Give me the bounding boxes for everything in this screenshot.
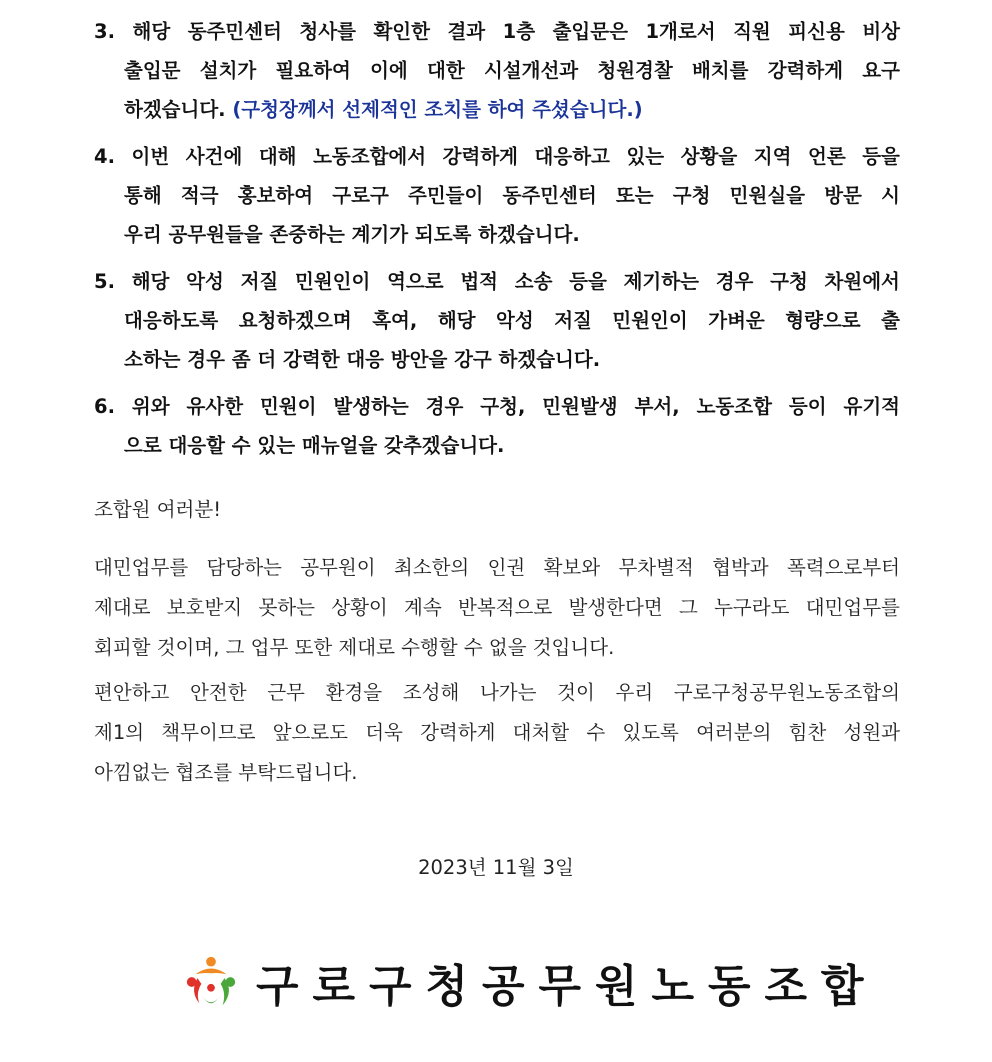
word: 폭력으로부터	[786, 556, 900, 579]
word: 6.	[94, 395, 115, 418]
word: 저질	[240, 270, 279, 293]
word: 인권	[487, 556, 526, 579]
item-line	[94, 387, 900, 426]
word: 확인한	[373, 20, 430, 43]
word: 배치를	[691, 59, 749, 82]
numbered-item-6	[94, 387, 900, 465]
word: 대응하도록	[124, 309, 219, 332]
word: 구청	[672, 184, 711, 207]
paragraph-last-line: 회피할 것이며, 그 업무 또한 제대로 수행할 수 없을 것입니다.	[94, 636, 615, 659]
word: 여러분의	[696, 721, 772, 744]
union-logo-icon	[182, 953, 240, 1011]
word: 가벼운	[708, 309, 765, 332]
word: 있도록	[622, 721, 679, 744]
word: 차원에서	[824, 270, 900, 293]
word: 해당	[132, 20, 171, 43]
word: 제대로	[94, 596, 151, 619]
word: 지역	[753, 145, 792, 168]
word: 강력하게	[420, 721, 496, 744]
word: 적극	[180, 184, 219, 207]
word: 1개로서	[645, 20, 716, 43]
word: 상황이	[331, 596, 388, 619]
numbered-item-5	[94, 262, 900, 379]
word: 시	[881, 184, 900, 207]
paragraph-last-line: 아낌없는 협조를 부탁드립니다.	[94, 761, 358, 784]
word: 조성해	[402, 681, 460, 704]
word: 구로구	[332, 184, 389, 207]
word: 형량으로	[785, 309, 861, 332]
word: 유사한	[186, 395, 244, 418]
word: 계속	[404, 596, 442, 619]
word: 대응하고	[534, 145, 610, 168]
word: 3.	[94, 20, 115, 43]
organization-name: 구로구청공무원노동조합	[256, 961, 878, 1012]
word: 수	[586, 721, 606, 744]
word: 민원인이	[612, 309, 688, 332]
word: 민원인이	[294, 270, 371, 293]
word: 통해	[124, 184, 162, 207]
document-date: 2023년 11월 3일	[418, 856, 574, 879]
word: 강력하게	[767, 59, 844, 82]
word: 혹여,	[372, 309, 418, 332]
word: 구청,	[480, 395, 526, 418]
word: 악성	[496, 309, 534, 332]
word: 민원이	[259, 395, 317, 418]
word: 더욱	[365, 721, 403, 744]
word: 법적	[460, 270, 499, 293]
word: 보호받지	[166, 596, 243, 619]
word: 주민들이	[408, 184, 484, 207]
word: 청원경찰	[597, 59, 673, 82]
word: 비상	[862, 20, 900, 43]
item-line	[94, 51, 900, 90]
word: 발생한다면	[568, 596, 663, 619]
word: 출입문은	[552, 20, 628, 43]
word: 민원실을	[729, 184, 806, 207]
item-line	[94, 137, 900, 176]
item-last-line: 하겠습니다.	[124, 98, 226, 121]
word: 결과	[447, 20, 486, 43]
word: 출입문	[124, 59, 181, 82]
word: 요구	[862, 59, 900, 82]
paragraph-line	[94, 548, 900, 588]
word: 대한	[427, 59, 465, 82]
word: 피신용	[788, 20, 845, 43]
word: 제1의	[94, 721, 145, 744]
word: 저질	[554, 309, 592, 332]
word: 경우	[715, 270, 754, 293]
word: 제기하는	[623, 270, 699, 293]
word: 위와	[131, 395, 170, 418]
word: 편안하고	[94, 681, 170, 704]
word: 역으로	[387, 270, 444, 293]
item-line	[94, 12, 900, 51]
greeting-text: 조합원 여러분!	[94, 498, 222, 521]
word: 청사를	[299, 20, 356, 43]
word: 소송	[514, 270, 553, 293]
word: 무차별적	[618, 556, 694, 579]
item-line	[94, 90, 900, 129]
word: 4.	[94, 145, 115, 168]
word: 강력하게	[442, 145, 518, 168]
word: 힘찬	[788, 721, 827, 744]
item-line	[94, 176, 900, 215]
word: 이번	[131, 145, 170, 168]
word: 그	[678, 596, 698, 619]
word: 대해	[258, 145, 297, 168]
numbered-item-4	[94, 137, 900, 254]
word: 이에	[370, 59, 408, 82]
word: 발생하는	[333, 395, 409, 418]
word: 유기적	[843, 395, 900, 418]
word: 5.	[94, 270, 115, 293]
word: 동주민센터	[502, 184, 597, 207]
word: 동주민센터	[187, 20, 282, 43]
word: 노동조합에서	[313, 145, 427, 168]
word: 악성	[186, 270, 224, 293]
word: 경우	[425, 395, 464, 418]
word: 구로구청공무원노동조합의	[673, 681, 900, 704]
word: 협박과	[712, 556, 769, 579]
paragraph-2	[94, 673, 900, 793]
word: 사건에	[185, 145, 243, 168]
item-line	[94, 301, 900, 340]
word: 등을	[862, 145, 900, 168]
word: 못하는	[258, 596, 315, 619]
word: 것이	[557, 681, 595, 704]
word: 우리	[615, 681, 654, 704]
item-last-line: 우리 공무원들을 존중하는 계기가 되도록 하겠습니다.	[124, 223, 580, 246]
word: 상황을	[680, 145, 738, 168]
word: 나가는	[479, 681, 537, 704]
word: 담당하는	[206, 556, 282, 579]
word: 근무	[267, 681, 305, 704]
word: 요청하겠으며	[238, 309, 352, 332]
word: 부서,	[634, 395, 680, 418]
item-last-line: 소하는 경우 좀 더 강력한 대응 방안을 강구 하겠습니다.	[124, 348, 601, 371]
paragraph-1	[94, 548, 900, 668]
word: 앞으로도	[272, 721, 349, 744]
word: 있는	[626, 145, 665, 168]
word: 안전한	[190, 681, 247, 704]
word: 직원	[733, 20, 771, 43]
highlight-note: (구청장께서 선제적인 조치를 하여 주셨습니다.)	[232, 98, 643, 121]
word: 환경을	[325, 681, 383, 704]
word: 대처할	[512, 721, 570, 744]
word: 반복적으로	[458, 596, 553, 619]
word: 등이	[788, 395, 827, 418]
word: 필요하여	[275, 59, 351, 82]
word: 해당	[437, 309, 476, 332]
word: 책무이므로	[161, 721, 256, 744]
word: 설치가	[199, 59, 257, 82]
item-line	[94, 262, 900, 301]
word: 구청	[770, 270, 808, 293]
greeting	[94, 490, 900, 530]
word: 출	[881, 309, 900, 332]
organization-signature	[182, 950, 878, 1014]
paragraph-line	[94, 713, 900, 753]
word: 대민업무를	[805, 596, 900, 619]
paragraph-line	[94, 588, 900, 628]
word: 또는	[615, 184, 654, 207]
word: 방문	[824, 184, 862, 207]
word: 등을	[569, 270, 607, 293]
word: 노동조합	[696, 395, 772, 418]
word: 시설개선과	[483, 59, 579, 82]
word: 누구라도	[714, 596, 790, 619]
numbered-item-3	[94, 12, 900, 129]
word: 대민업무를	[94, 556, 189, 579]
word: 공무원이	[300, 556, 376, 579]
word: 최소한의	[393, 556, 470, 579]
word: 확보와	[543, 556, 601, 579]
paragraph-line	[94, 673, 900, 713]
word: 1층	[502, 20, 536, 43]
word: 해당	[131, 270, 170, 293]
word: 언론	[807, 145, 846, 168]
word: 민원발생	[542, 395, 618, 418]
item-last-line: 으로 대응할 수 있는 매뉴얼을 갖추겠습니다.	[124, 434, 505, 457]
word: 성원과	[843, 721, 900, 744]
word: 홍보하여	[237, 184, 314, 207]
